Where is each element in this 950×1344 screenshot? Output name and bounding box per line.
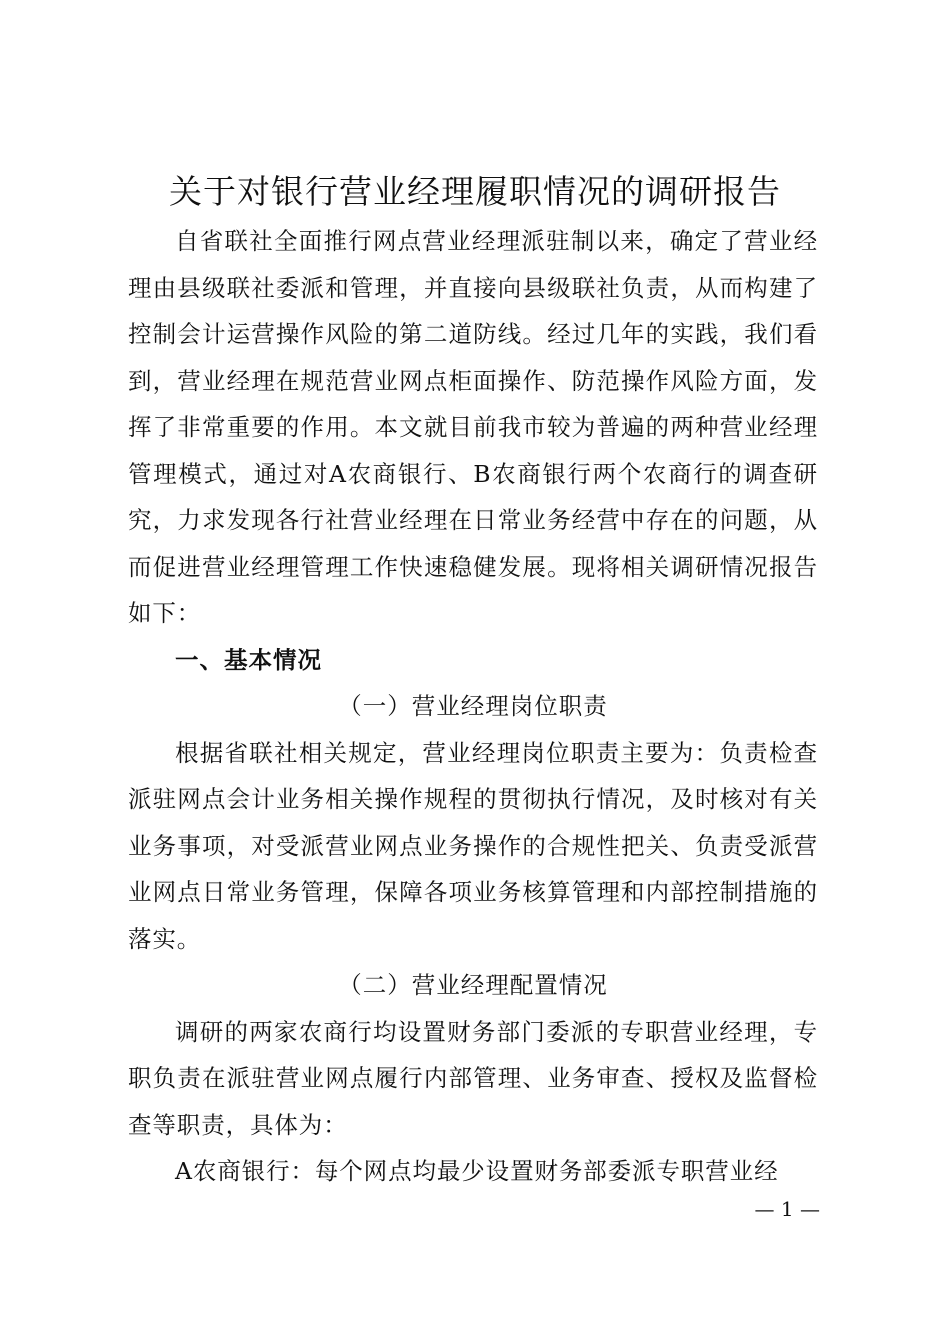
subsection-heading-duties: （一）营业经理岗位职责 (338, 692, 608, 720)
page-number: — 1 — (754, 1197, 820, 1221)
duties-paragraph: 根据省联社相关规定，营业经理岗位职责主要为：负责检查派驻网点会计业务相关操作规程的贯彻执行情况，及时核对有关业务事项，对受派营业网点业务操作的合规性把关、负责受派营业网点日常业务管理，保障各项业务核算管理和内部控制措施的落实。 (128, 738, 818, 953)
section-heading-basic-situation: 一、基本情况 (175, 645, 322, 674)
bank-a-paragraph: A农商银行：每个网点均最少设置财务部委派专职营业经 (175, 1157, 779, 1185)
subsection-heading-staffing: （二）营业经理配置情况 (338, 971, 608, 999)
document-body (128, 218, 818, 1195)
staffing-paragraph: 调研的两家农商行均设置财务部门委派的专职营业经理，专职负责在派驻营业网点履行内部管理、业务审查、授权及监督检查等职责，具体为： (128, 1017, 818, 1139)
document-title: 关于对银行营业经理履职情况的调研报告 (169, 172, 781, 211)
intro-paragraph: 自省联社全面推行网点营业经理派驻制以来，确定了营业经理由县级联社委派和管理，并直接向县级联社负责，从而构建了控制会计运营操作风险的第二道防线。经过几年的实践，我们看到，营业经理在规范营业网点柜面操作、防范操作风险方面，发挥了非常重要的作用。本文就目前我市较为普遍的两种营业经理管理模式，通过对A农商银行、B农商银行两个农商行的调查研究，力求发现各行社营业经理在日常业务经营中存在的问题，从而促进营业经理管理工作快速稳健发展。现将相关调研情况报告如下： (128, 227, 818, 627)
